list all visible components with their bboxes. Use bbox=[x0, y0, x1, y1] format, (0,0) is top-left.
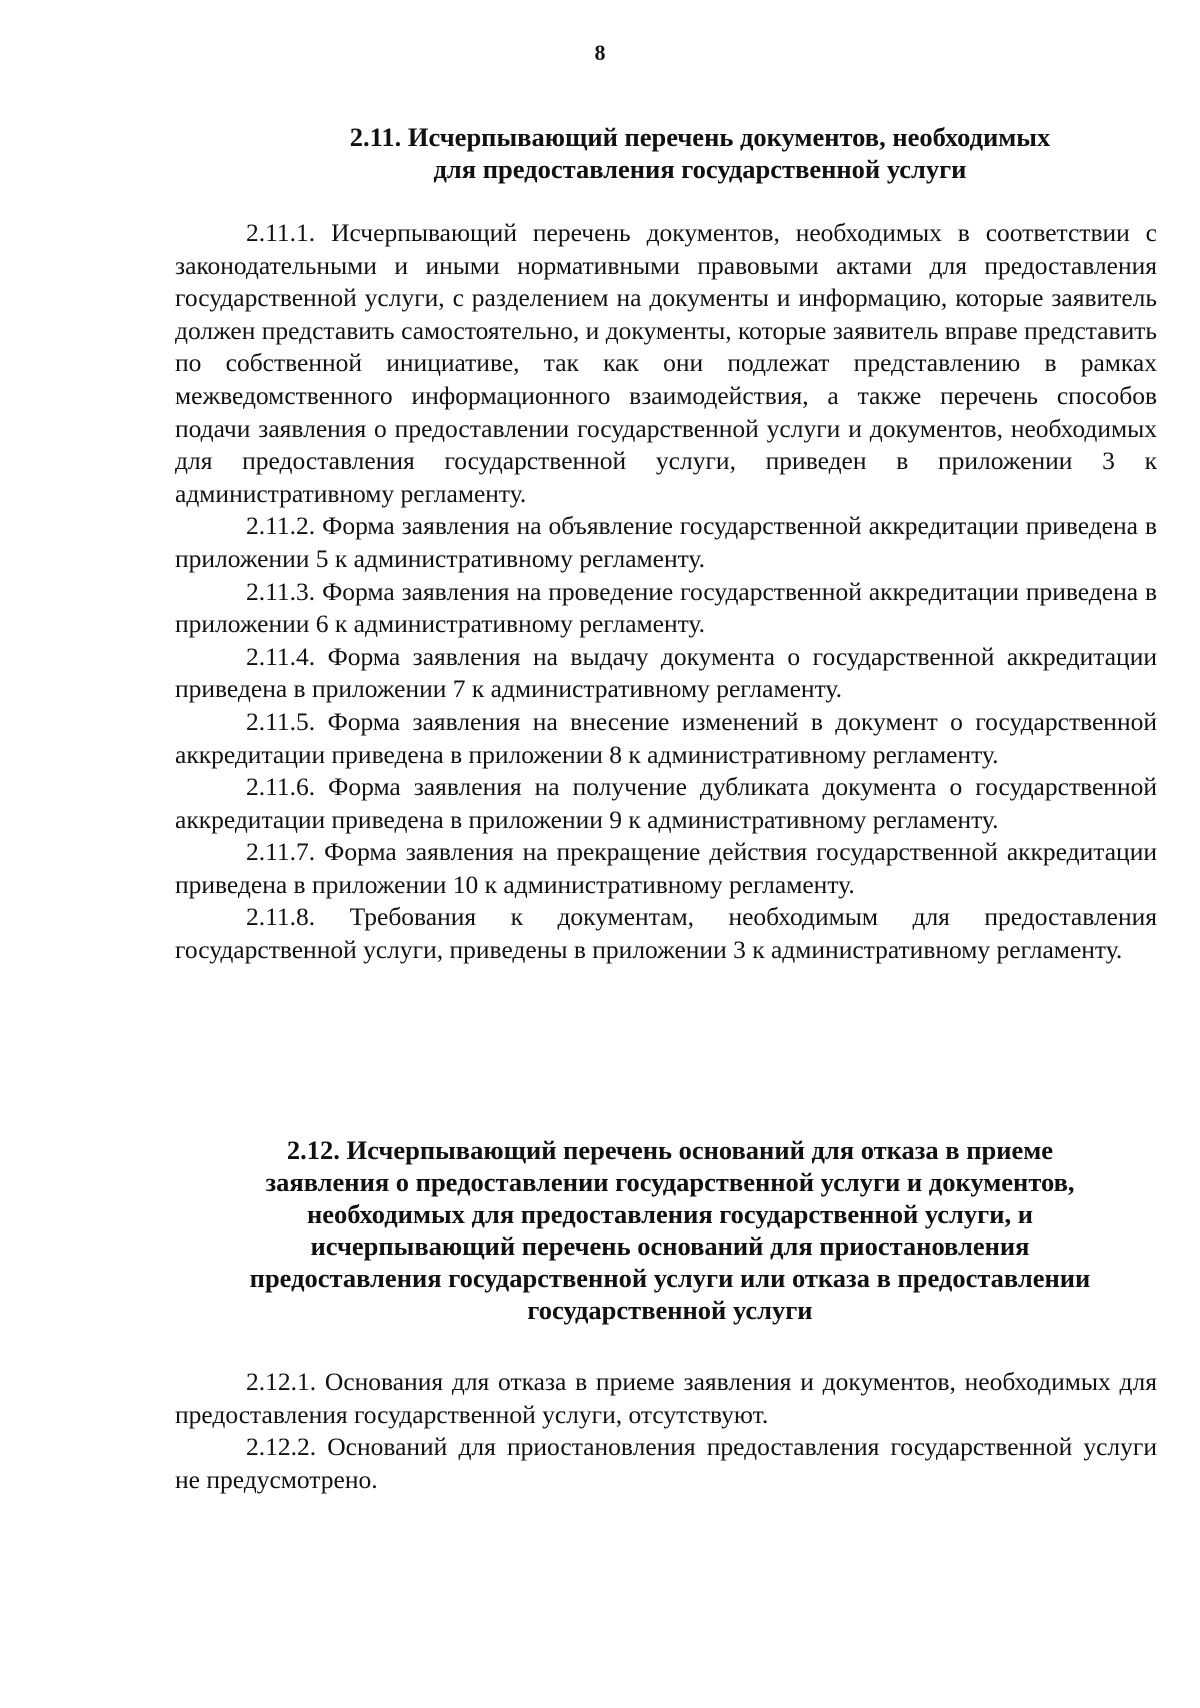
heading-line: государственной услуги bbox=[527, 1295, 813, 1325]
heading-line: для предоставления государственной услуги bbox=[433, 154, 967, 184]
heading-line: необходимых для предоставления государственной услуги, и bbox=[307, 1199, 1033, 1229]
heading-line: предоставления государственной услуги или отказа в предоставлении bbox=[249, 1263, 1091, 1293]
paragraph-2-11-8: 2.11.8. Требования к документам, необходимым для предоставления государственной услуги, приведены в приложении 3 к административному регламенту. bbox=[175, 902, 1157, 965]
heading-line: 2.11. Исчерпывающий перечень документов, необходимых bbox=[349, 122, 1051, 152]
paragraph-2-12-2: 2.12.2. Оснований для приостановления предоставления государственной услуги не предусмотрено. bbox=[175, 1432, 1157, 1494]
section-body-2-11 bbox=[175, 217, 1157, 967]
page-number: 8 bbox=[594, 40, 606, 65]
paragraph-2-11-2: 2.11.2. Форма заявления на объявление государственной аккредитации приведена в приложении 5 к административному регламенту. bbox=[175, 511, 1157, 573]
paragraph-2-12-1: 2.12.1. Основания для отказа в приеме заявления и документов, необходимых для предоставления государственной услуги, отсутствуют. bbox=[175, 1367, 1157, 1429]
paragraph-2-11-3: 2.11.3. Форма заявления на проведение государственной аккредитации приведена в приложении 6 к административному регламенту. bbox=[175, 576, 1157, 639]
paragraph-2-11-5: 2.11.5. Форма заявления на внесение изменений в документ о государственной аккредитации приведена в приложении 8 к административному регламенту. bbox=[175, 706, 1157, 769]
section-body-2-12 bbox=[175, 1366, 1157, 1496]
section-heading-2-12 bbox=[200, 1134, 1140, 1326]
section-heading-2-11 bbox=[300, 121, 1100, 185]
paragraph-2-11-4: 2.11.4. Форма заявления на выдачу документа о государственной аккредитации приведена в приложении 7 к административному регламенту. bbox=[175, 641, 1157, 704]
heading-line: исчерпывающий перечень оснований для приостановления bbox=[310, 1231, 1030, 1261]
heading-line: заявления о предоставлении государственной услуги и документов, bbox=[265, 1167, 1075, 1197]
heading-line: 2.12. Исчерпывающий перечень оснований для отказа в приеме bbox=[286, 1135, 1054, 1165]
paragraph-2-11-7: 2.11.7. Форма заявления на прекращение действия государственной аккредитации приведена в приложении 10 к административному регламенту. bbox=[175, 837, 1157, 899]
paragraph-2-11-6: 2.11.6. Форма заявления на получение дубликата документа о государственной аккредитации приведена в приложении 9 к административному регламенту. bbox=[175, 772, 1157, 834]
paragraph-2-11-1: 2.11.1. Исчерпывающий перечень документов, необходимых в соответствии с законодательными и иными нормативными правовыми актами для предоставления государственной услуги, с разделением на документы и информацию, которые заявитель должен представить самостоятельно, и документы, которые заявитель вправе представить по собственной инициативе, так как они подлежат представлению в рамках межведомственного информационного взаимодействия, а также перечень способов подачи заявления о предоставлении государственной услуги и документов, необходимых для предоставления государственной услуги, приведен в приложении 3 к административному регламенту. bbox=[175, 218, 1157, 508]
